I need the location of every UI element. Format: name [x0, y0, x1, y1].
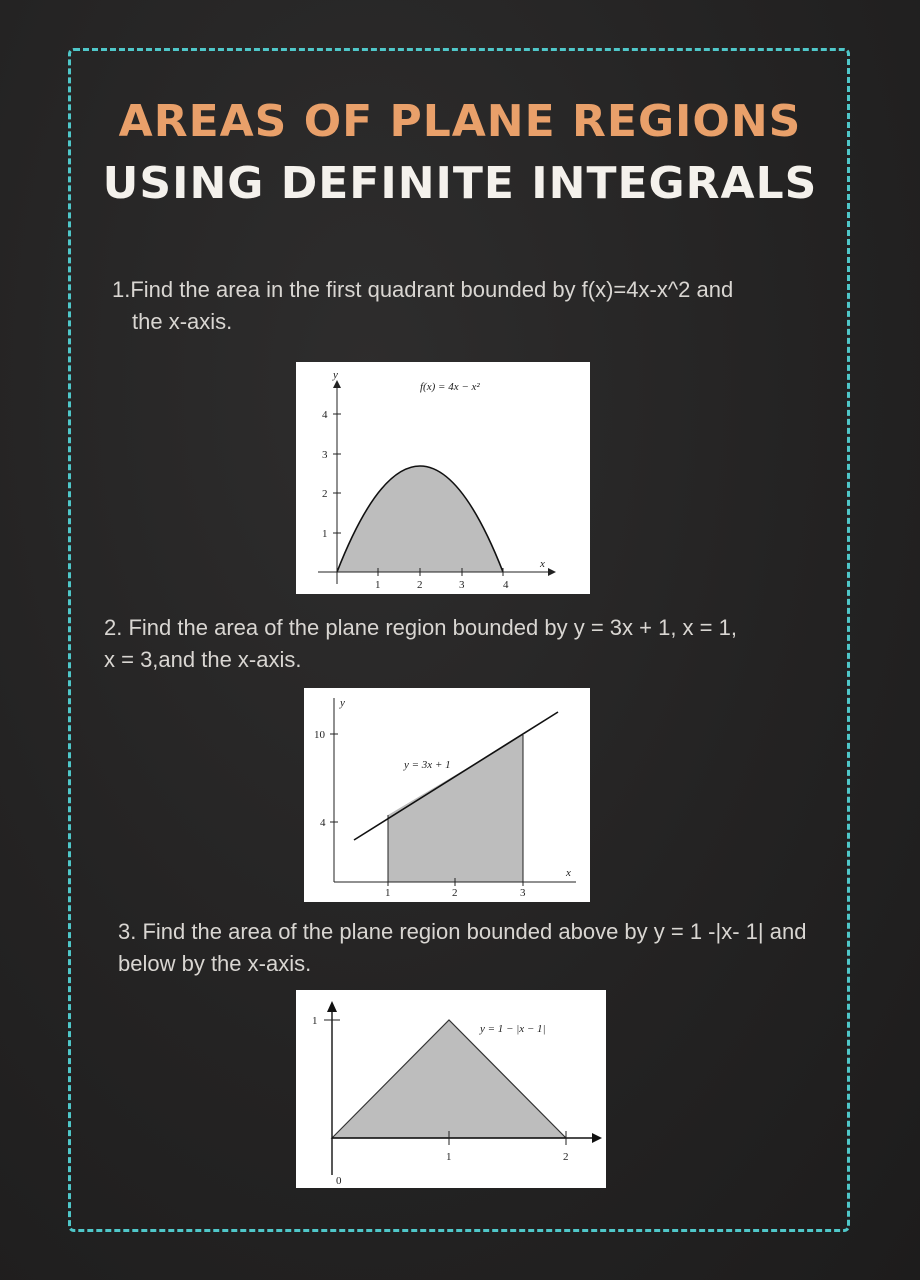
title-line-2: USING DEFINITE INTEGRALS: [102, 158, 818, 209]
x-tick-3: 3: [520, 887, 526, 899]
y-tick-10: 10: [314, 729, 325, 741]
problem-2-graph: [304, 688, 590, 902]
equation-label: y = 3x + 1: [404, 759, 451, 771]
y-axis-label: y: [333, 369, 338, 381]
x-tick-1: 1: [375, 579, 381, 591]
triangle-shaded-region: [332, 1020, 566, 1138]
problem-2-line-2: x = 3,and the x-axis.: [104, 647, 302, 672]
y-tick-4: 4: [320, 817, 326, 829]
y-axis-arrow: [333, 380, 341, 388]
x-tick-4: 4: [503, 579, 509, 591]
y-axis-arrow: [327, 1001, 337, 1012]
y-tick-1: 1: [312, 1015, 318, 1027]
problem-2-text: [104, 612, 737, 676]
problem-3-text: [118, 916, 806, 980]
y-tick-2: 2: [322, 488, 328, 500]
problem-3-line-2: below by the x-axis.: [118, 951, 312, 976]
y-axis-label: y: [340, 697, 345, 709]
x-tick-3: 3: [459, 579, 465, 591]
x-axis-arrow: [592, 1133, 602, 1143]
x-tick-2: 2: [452, 887, 458, 899]
y-tick-1: 1: [322, 528, 328, 540]
problem-1-text: [112, 274, 733, 338]
y-tick-4: 4: [322, 409, 328, 421]
problem-1-line-2: the x-axis.: [132, 309, 233, 334]
problem-1-number: 1.: [112, 277, 131, 302]
x-tick-1: 1: [385, 887, 391, 899]
problem-3-graph: [296, 990, 606, 1188]
problem-3-number: 3.: [118, 919, 137, 944]
x-tick-2: 2: [563, 1151, 569, 1163]
x-axis-arrow: [548, 568, 556, 576]
origin-label: 0: [336, 1175, 342, 1187]
problem-1-line-1: Find the area in the first quadrant bounded by f(x)=4x-x^2 and: [130, 277, 734, 302]
x-axis-label: x: [540, 558, 545, 570]
x-tick-2: 2: [417, 579, 423, 591]
equation-label: f(x) = 4x − x²: [420, 381, 480, 393]
problem-3-line-1: Find the area of the plane region bounded above by y = 1 -|x- 1| and: [142, 919, 807, 944]
problem-2-line-1: Find the area of the plane region bounded by y = 3x + 1, x = 1,: [128, 615, 737, 640]
title-line-1: AREAS OF PLANE REGIONS: [118, 96, 802, 147]
equation-label: y = 1 − |x − 1|: [480, 1023, 546, 1035]
y-tick-3: 3: [322, 449, 328, 461]
x-axis-label: x: [566, 867, 571, 879]
x-tick-1: 1: [446, 1151, 452, 1163]
problem-1-graph: [296, 362, 590, 594]
problem-2-number: 2.: [104, 615, 123, 640]
trapezoid-shaded-region: [388, 735, 523, 882]
